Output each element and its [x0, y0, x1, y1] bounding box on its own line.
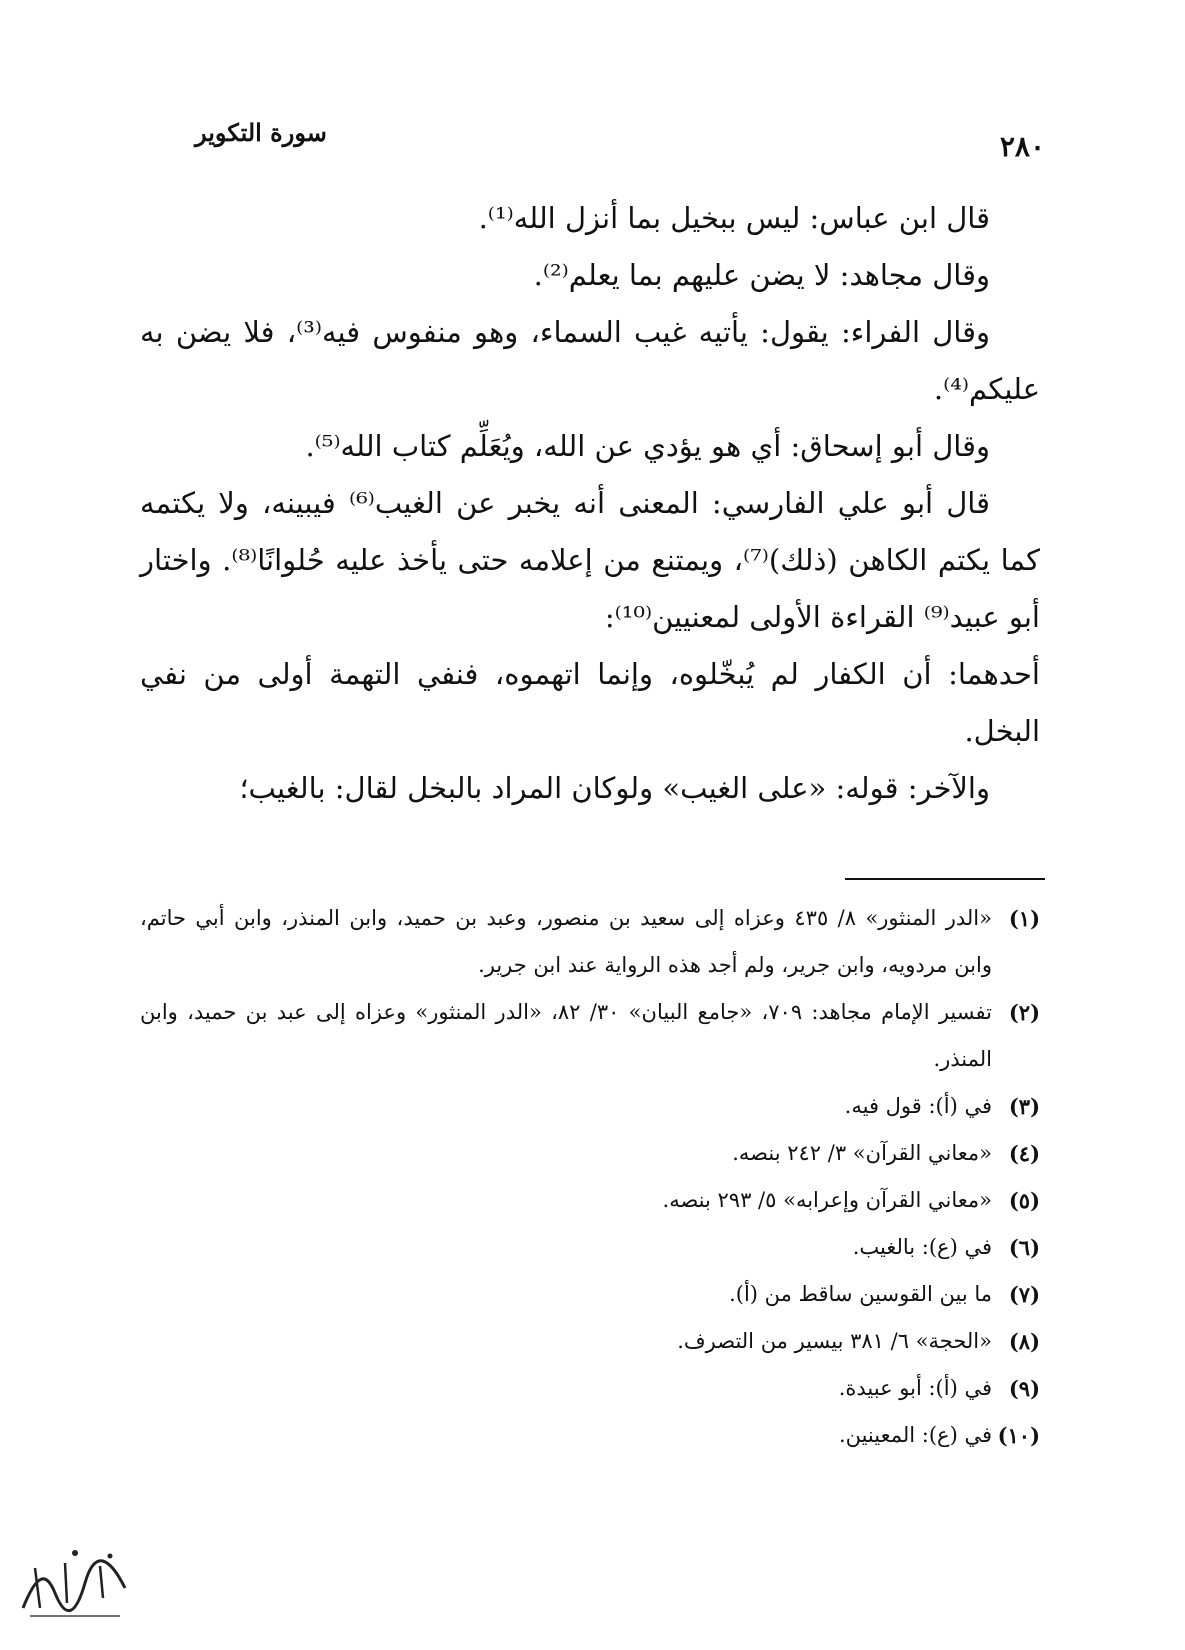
watermark-logo	[15, 1538, 135, 1628]
footnote-separator	[845, 878, 1045, 880]
footnote-text: «معاني القرآن» ٣/ ٢٤٢ بنصه.	[732, 1141, 992, 1165]
footnotes-list	[140, 895, 1040, 1459]
footnote-text: في (أ): أبو عبيدة.	[838, 1376, 992, 1400]
paragraph: وقال أبو إسحاق: أي هو يؤدي عن الله، ويُعَلِّم كتاب الله⁽⁵⁾.	[305, 429, 990, 463]
footnote	[140, 1365, 1040, 1412]
page-header	[140, 118, 1045, 163]
footnote	[140, 1177, 1040, 1224]
footnote	[140, 1083, 1040, 1130]
footnote-number: (١)	[1008, 906, 1040, 931]
footnote-number: (٩)	[1008, 1376, 1040, 1401]
footnote-number: (٢)	[1008, 1000, 1040, 1025]
paragraph: أحدهما: أن الكفار لم يُبخّلوه، وإنما اتهموه، فنفي التهمة أولى من نفي البخل.	[140, 657, 1040, 748]
footnote-number: (٨)	[1008, 1329, 1040, 1354]
footnote-number: (١٠)	[997, 1423, 1040, 1448]
footnote-text: ما بين القوسين ساقط من (أ).	[729, 1282, 992, 1306]
footnote	[140, 1271, 1040, 1318]
footnote	[140, 1318, 1040, 1365]
footnote	[140, 989, 1040, 1083]
footnote-text: «معاني القرآن وإعرابه» ٥/ ٢٩٣ بنصه.	[662, 1188, 992, 1212]
page-number: ٢٨٠	[999, 130, 1045, 163]
footnote	[140, 1412, 1040, 1459]
paragraph: وقال الفراء: يقول: يأتيه غيب السماء، وهو منفوس فيه⁽³⁾، فلا يضن به عليكم⁽⁴⁾.	[140, 315, 1040, 406]
footnote-text: تفسير الإمام مجاهد: ٧٠٩، «جامع البيان» ٣٠/ ٨٢، «الدر المنثور» وعزاه إلى عبد بن حميد، وابن المنذر.	[140, 1000, 992, 1071]
footnote-number: (٦)	[1008, 1235, 1040, 1260]
paragraph: قال أبو علي الفارسي: المعنى أنه يخبر عن الغيب⁽⁶⁾ فيبينه، ولا يكتمه كما يكتم الكاهن (ذلك)⁽⁷⁾، ويمتنع من إعلامه حتى يأخذ عليه حُلوانًا⁽⁸⁾. واختار أبو عبيد⁽⁹⁾ القراءة الأولى لمعنيين⁽¹⁰⁾:	[140, 486, 1040, 634]
footnote-number: (٧)	[1008, 1282, 1040, 1307]
paragraph: وقال مجاهد: لا يضن عليهم بما يعلم⁽²⁾.	[533, 258, 990, 292]
footnote-text: في (أ): قول فيه.	[844, 1094, 992, 1118]
footnote-text: «الدر المنثور» ٨/ ٤٣٥ وعزاه إلى سعيد بن منصور، وعبد بن حميد، وابن المنذر، وابن أبي حاتم، وابن مردويه، وابن جرير، ولم أجد هذه الرواية عند ابن جرير.	[140, 906, 992, 977]
footnote-text: «الحجة» ٦/ ٣٨١ بيسير من التصرف.	[677, 1329, 992, 1353]
paragraph: والآخر: قوله: «على الغيب» ولوكان المراد بالبخل لقال: بالغيب؛	[239, 771, 990, 805]
footnote	[140, 1224, 1040, 1271]
footnote	[140, 895, 1040, 989]
main-text	[140, 190, 1040, 817]
footnote-text: في (ع): المعينين.	[838, 1423, 992, 1447]
paragraph: قال ابن عباس: ليس ببخيل بما أنزل الله⁽¹⁾.	[478, 201, 990, 235]
surah-title: سورة التكوير	[195, 118, 327, 147]
footnote-number: (٥)	[1008, 1188, 1040, 1213]
footnote-number: (٤)	[1008, 1141, 1040, 1166]
footnote-number: (٣)	[1008, 1094, 1040, 1119]
footnote	[140, 1130, 1040, 1177]
footnote-text: في (ع): بالغيب.	[852, 1235, 992, 1259]
